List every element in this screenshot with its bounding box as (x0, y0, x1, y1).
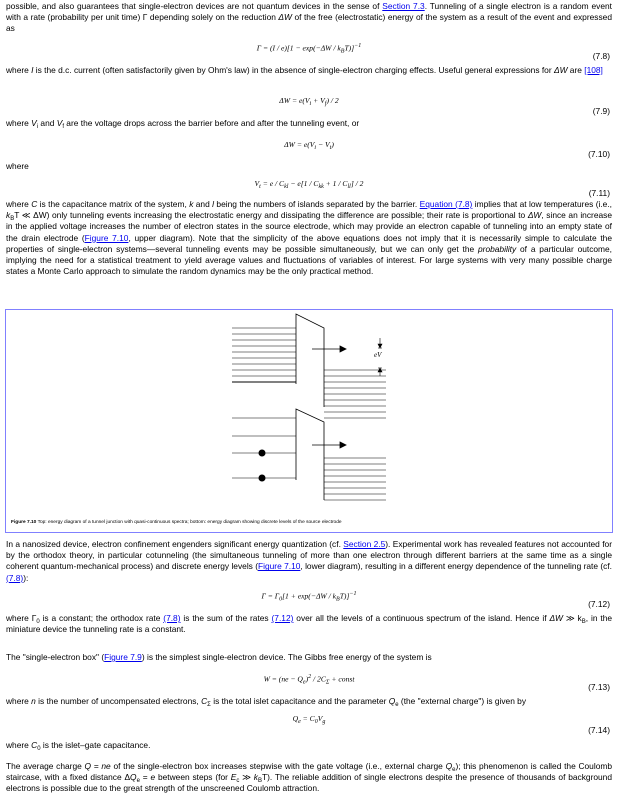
bottom-barrier (296, 409, 324, 500)
section-link[interactable]: Section 2.5 (343, 539, 386, 549)
energy-diagram (6, 310, 612, 520)
text: possible, and also guarantees that single-electron devices are not quantum devices in the sense of (6, 1, 383, 11)
top-drain-levels (324, 370, 386, 418)
top-source-levels (232, 328, 296, 382)
paragraph-box: The "single-electron box" (Figure 7.9) is the simplest single-electron device. The Gibbs free energy of the system is (6, 652, 432, 662)
paragraph-gate: where $C_0$ is the islet–gate capacitance. (6, 740, 151, 752)
equation-7-8 (6, 41, 612, 61)
electron-dot (259, 475, 266, 482)
equation-number: (7.13) (588, 682, 610, 692)
section-link[interactable]: Section 7.3 (382, 1, 425, 11)
equation-link[interactable]: (7.8) (6, 572, 24, 583)
figure-link[interactable]: Figure 7.10 (258, 561, 301, 572)
bottom-arrow (312, 442, 346, 448)
equation-7-14: $Q_e = C_0V_g$ (7.14) (292, 714, 610, 735)
equation-7-13: $W = (ne - Q_e)^2 / 2C_\Sigma$ + const (7.13) (263, 674, 610, 692)
equation-body: $\Gamma = (I / e)[1 - \exp(-\Delta W / k_BT)]^{-1}$ (256, 43, 362, 55)
paragraph-staircase: The average charge Q = ne of the single-electron box increases stepwise with the gate voltage (i.e., external charge $Q_e$); this phenomenon is called the Coulomb staircase, with a fixed distance $\Delta Q_e = e$ between steps (for $E_c$ ≫ $k_BT$). The reliable addition of single electrons despite the presence of thousands of background electrons is possible due to the great strength of the unscreened Coulomb attraction. (6, 761, 612, 794)
figure-caption: Figure 7.10 Top: energy diagram of a tunnel junction with quasi-continuous spectra; bottom: energy diagram showing discrete levels of the source electrode (11, 519, 342, 525)
paragraph-capacitance: where C is the capacitance matrix of the system, k and l being the numbers of islands separated by the barrier. Equation (7.8) implies that at low temperatures (i.e., $k_BT$ ≪ ΔW) only tunneling events increasing the electrostatic energy and dissipating the difference are possible; their rate is proportional to ΔW, since an increase in the applied voltage increases the number of electron states in the source electrode, which may provide an electron capable of tunneling into an empty state of the drain electrode (Figure 7.10, upper diagram). Note that the simplicity of the above equations does not imply that it is necessarily simple to calculate the properties of single-electron systems—several tunneling events may be possible simultaneously, but we can only get the probability of a particular outcome, implying the need for a statistical treatment to yield average values and fluctuations of variables of interest. For large systems with very many possible charge states a Monte Carlo approach to simulate the random dynamics may be the only practical method. (6, 199, 613, 277)
paragraph-voltage: where $V_i$ and $V_f$ are the voltage drops across the barrier before and after the tunneling event, or (6, 118, 360, 130)
equation-number: (7.8) (592, 51, 610, 61)
math: ΔW (278, 12, 292, 23)
paragraph-intro (6, 1, 612, 35)
paragraph-where: where (6, 161, 29, 171)
text: . Tunneling of a single electron is a random event with a rate (probability per unit time) Γ depending solely on the reduction (6, 1, 613, 23)
equation-number: (7.9) (592, 106, 610, 116)
bottom-drain-levels (324, 458, 386, 500)
equation-link[interactable]: (7.12) (271, 613, 294, 623)
reference-link[interactable]: [108] (584, 65, 603, 75)
top-barrier (296, 314, 324, 407)
figure-link[interactable]: Figure 7.10 (84, 232, 129, 243)
equation-7-9: $\Delta W = e(V_i + V_f) / 2$ (7.9) (279, 96, 610, 116)
figure-link[interactable]: Figure 7.9 (104, 652, 142, 662)
equation-7-11: $V_t = e / C_{kl} - e[1 / C_{kk} + 1 / C_{ll}] / 2$ (7.11) (254, 179, 610, 198)
bottom-source-levels (232, 418, 296, 478)
paragraph-current: where I is the d.c. current (often satisfactorily given by Ohm's law) in the absence of single-electron charging effects. Useful general expressions for ΔW are [108] (6, 65, 603, 75)
equation-link[interactable]: (7.8) (163, 613, 181, 623)
equation-7-10: $\Delta W = e(V_i - V_t)$ (7.10) (284, 140, 610, 159)
figure-7-10 (5, 309, 613, 533)
equation-number: (7.11) (588, 188, 610, 198)
equation-number: (7.12) (588, 599, 610, 609)
paragraph-nanosized: In a nanosized device, electron confinement engenders significant energy quantization (cf. Section 2.5). Experimental work has revealed features not accounted for by the orthodox theory, in particular cotunneling (the simultaneous tunneling of more than one electron through different barriers at the same time as a single coherent quantum-mechanical process) and discrete energy levels (Figure 7.10, lower diagram), resulting in a different energy dependence of the tunneling rate (cf. (7.8)): (6, 539, 613, 583)
electron-dot (259, 450, 266, 457)
equation-7-12: $\Gamma = \Gamma_0[1 + \exp(-\Delta W / k_BT)]^{-1}$ (7.12) (261, 591, 610, 609)
paragraph-orthodox: where $\Gamma_0$ is a constant; the orthodox rate (7.8) is the sum of the rates (7.12) over all the levels of a continuous spectrum of the island. Hence if ΔW ≫ $k_B$, in the miniature device the tunneling rate is a constant. (6, 613, 613, 635)
text: of the free (electrostatic) energy of the system as a result of the event and expressed as (6, 12, 612, 34)
paragraph-electrons: where n is the number of uncompensated electrons, $C_\Sigma$ is the total islet capacitance and the parameter $Q_e$ (the "external charge") is given by (6, 696, 527, 708)
equation-link[interactable]: Equation (7.8) (419, 199, 473, 209)
top-arrow (312, 346, 346, 352)
equation-number: (7.10) (588, 149, 610, 159)
equation-number: (7.14) (588, 725, 610, 735)
ev-label: eV (374, 351, 382, 359)
